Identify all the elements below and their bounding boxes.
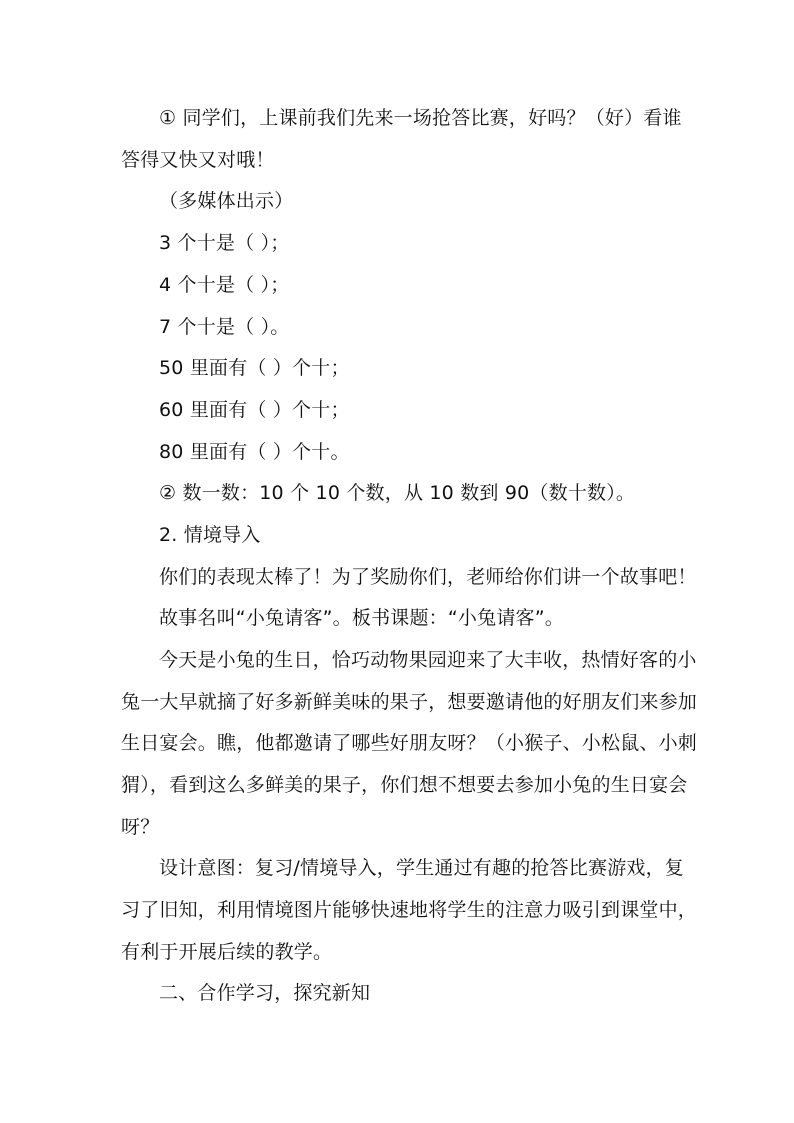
paragraph-line-praise: 你们的表现太棒了！为了奖励你们，老师给你们讲一个故事吧！ [159, 566, 697, 588]
section-heading-situation: 2. 情境导入 [159, 524, 261, 546]
paragraph-line-quiz-intro: ① 同学们，上课前我们先来一场抢答比赛，好吗？（好）看谁 [159, 107, 682, 129]
quiz-item-4: 50 里面有（ ）个十； [159, 357, 350, 379]
paragraph-line-story-4: 猬），看到这么多鲜美的果子，你们想不想要去参加小兔的生日宴会 [121, 774, 688, 796]
multimedia-note: （多媒体出示） [159, 190, 294, 212]
counting-activity: ② 数一数：10 个 10 个数，从 10 数到 90（数十数）。 [159, 482, 636, 504]
quiz-item-2: 4 个十是（ ）； [159, 274, 290, 296]
quiz-item-3: 7 个十是（ ）。 [159, 316, 290, 338]
quiz-item-1: 3 个十是（ ）； [159, 232, 290, 254]
paragraph-line-design-2: 习了旧知，利用情境图片能够快速地将学生的注意力吸引到课堂中， [121, 899, 698, 921]
section-heading-cooperative-learning: 二、合作学习，探究新知 [159, 982, 371, 1004]
quiz-item-5: 60 里面有（ ）个十； [159, 399, 350, 421]
paragraph-line-story-title: 故事名叫“小兔请客”。板书课题：“小兔请客”。 [159, 607, 564, 629]
paragraph-line-story-2: 兔一大早就摘了好多新鲜美味的果子，想要邀请他的好朋友们来参加 [121, 691, 698, 713]
paragraph-line-quiz-intro-cont: 答得又快又对哦！ [121, 149, 275, 171]
quiz-item-6: 80 里面有（ ）个十。 [159, 441, 350, 463]
paragraph-line-story-5: 呀？ [121, 816, 160, 838]
paragraph-line-story-1: 今天是小兔的生日，恰巧动物果园迎来了大丰收，热情好客的小 [159, 649, 697, 671]
paragraph-line-story-3: 生日宴会。瞧，他都邀请了哪些好朋友呀？（小猴子、小松鼠、小刺 [121, 732, 698, 754]
paragraph-line-design-3: 有利于开展后续的教学。 [121, 941, 333, 963]
paragraph-line-design-1: 设计意图：复习/情境导入，学生通过有趣的抢答比赛游戏，复 [159, 857, 685, 879]
